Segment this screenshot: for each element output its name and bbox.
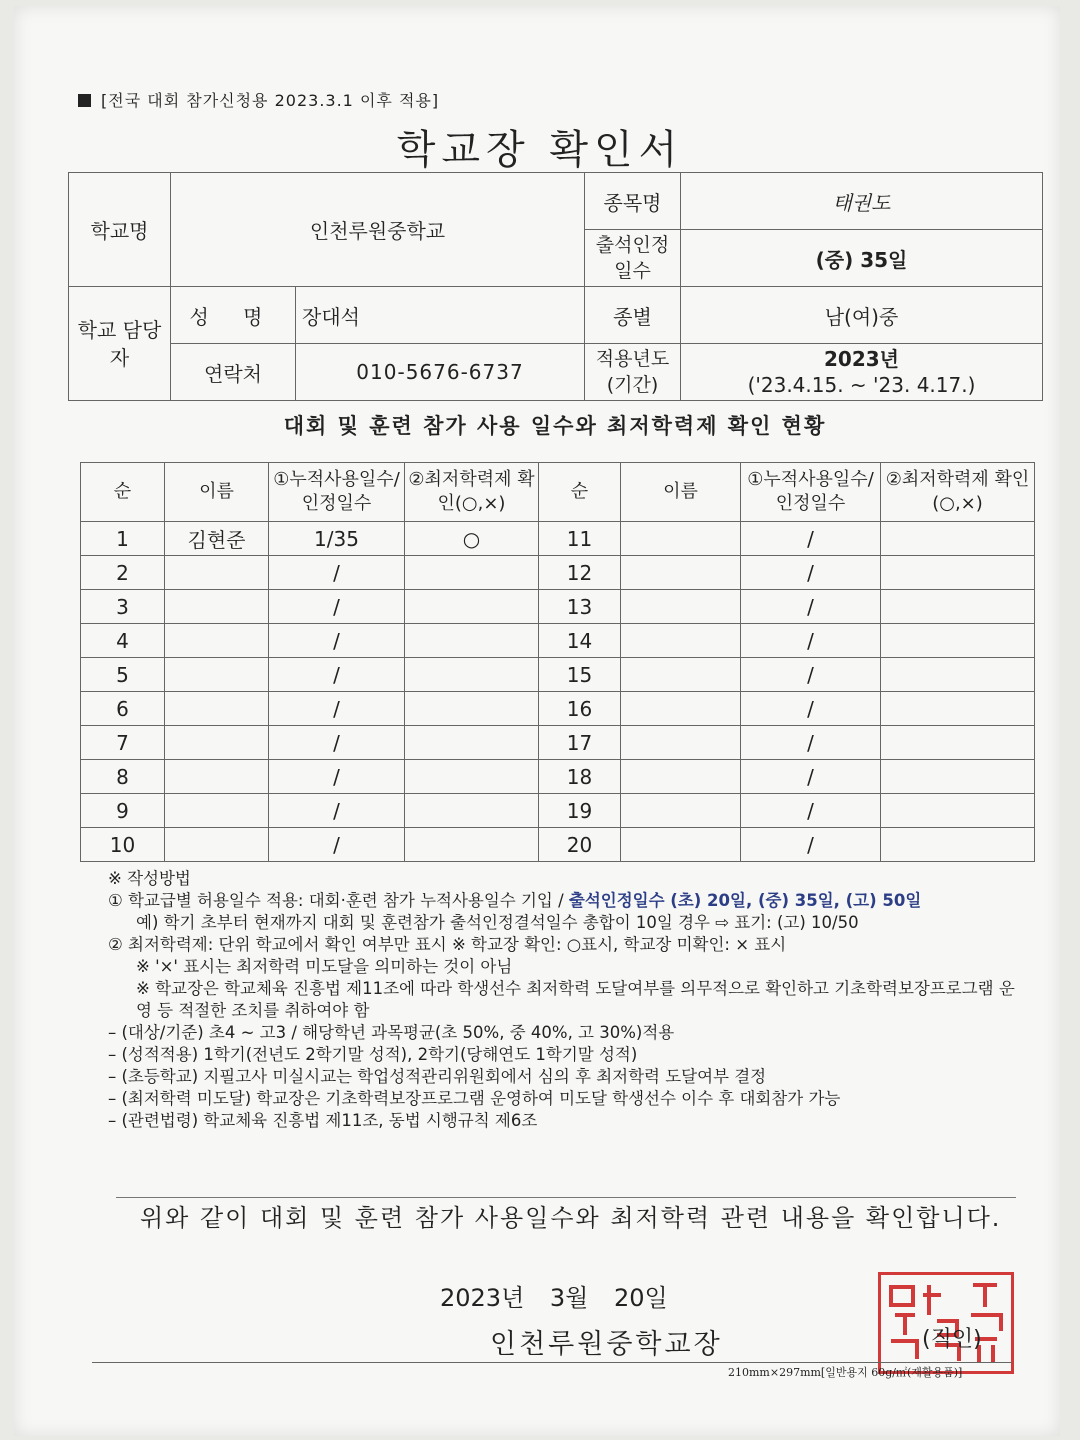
table-row [81, 726, 1035, 760]
row-confirm [405, 692, 539, 726]
year-value: 2023년 [824, 347, 899, 371]
row-name-2 [621, 726, 741, 760]
row-no: 5 [81, 658, 165, 692]
row-days: / [269, 828, 405, 862]
row-name: 김현준 [165, 522, 269, 556]
row-no: 10 [81, 828, 165, 862]
confirmation-statement: 위와 같이 대회 및 훈련 참가 사용일수와 최저학력 관련 내용을 확인합니다. [140, 1204, 1002, 1232]
name-label: 성 명 [171, 287, 296, 344]
table-row [81, 556, 1035, 590]
type-value: 남(여)중 [681, 287, 1043, 344]
attendance-value: (중) 35일 [681, 230, 1043, 287]
row-confirm-2 [881, 692, 1035, 726]
col-days: ①누적사용일수/인정일수 [269, 463, 405, 522]
row-no: 6 [81, 692, 165, 726]
row-no: 4 [81, 624, 165, 658]
row-name-2 [621, 658, 741, 692]
row-confirm-2 [881, 794, 1035, 828]
row-days-2: / [741, 760, 881, 794]
table-header-row [81, 463, 1035, 522]
row-no-2: 14 [539, 624, 621, 658]
row-confirm-2 [881, 726, 1035, 760]
row-no: 3 [81, 590, 165, 624]
row-name-2 [621, 624, 741, 658]
info-table [68, 172, 1043, 401]
col-name-2: 이름 [621, 463, 741, 522]
school-label: 학교명 [69, 173, 171, 287]
detail-3: – (초등학교) 지필고사 미실시교는 학업성적관리위원회에서 심의 후 최저학력 도달여부 결정 [108, 1067, 767, 1086]
row-days-2: / [741, 828, 881, 862]
row-name [165, 692, 269, 726]
row-no: 9 [81, 794, 165, 828]
table-row [81, 522, 1035, 556]
note-1-example: 예) 학기 초부터 현재까지 대회 및 훈련참가 출석인정결석일수 총합이 10일 경우 ⇨ 표기: (고) 10/50 [136, 913, 859, 932]
paper-spec: 210mm×297mm[일반용지 60g/㎡(재활용품)] [728, 1366, 963, 1379]
row-name-2 [621, 828, 741, 862]
row-days-2: / [741, 590, 881, 624]
row-name-2 [621, 760, 741, 794]
contact-value: 010-5676-6737 [296, 344, 585, 401]
form-note [78, 88, 439, 111]
row-name [165, 726, 269, 760]
sport-label: 종목명 [585, 173, 681, 230]
issue-date: 2023년 3월 20일 [440, 1284, 668, 1312]
row-no: 2 [81, 556, 165, 590]
note-2-x: ※ '×' 표시는 최저학력 미도달을 의미하는 것이 아님 [136, 957, 513, 976]
row-name-2 [621, 590, 741, 624]
row-name [165, 624, 269, 658]
row-days-2: / [741, 556, 881, 590]
row-name [165, 760, 269, 794]
row-confirm [405, 658, 539, 692]
row-name [165, 658, 269, 692]
row-no-2: 18 [539, 760, 621, 794]
row-days: / [269, 624, 405, 658]
row-no-2: 12 [539, 556, 621, 590]
note-1-text: ① 학교급별 허용일수 적용: 대회·훈련 참가 누적사용일수 기입 / [108, 891, 569, 910]
col-confirm: ②최저학력제 확인(○,×) [405, 463, 539, 522]
note-2: ② 최저학력제: 단위 학교에서 확인 여부만 표시 ※ 학교장 확인: ○표시, 학교장 미확인: × 표시 [108, 935, 787, 954]
row-name [165, 828, 269, 862]
form-note-text: [전국 대회 참가신청용 2023.3.1 이후 적용] [101, 91, 440, 110]
row-confirm [405, 760, 539, 794]
row-days: / [269, 692, 405, 726]
col-no-2: 순 [539, 463, 621, 522]
detail-2: – (성적적용) 1학기(전년도 2학기말 성적), 2학기(당해연도 1학기말 성적) [108, 1045, 638, 1064]
row-no-2: 15 [539, 658, 621, 692]
row-days: / [269, 794, 405, 828]
row-days: 1/35 [269, 522, 405, 556]
detail-5: – (관련법령) 학교체육 진흥법 제11조, 동법 시행규칙 제6조 [108, 1111, 538, 1130]
sport-value: 태권도 [681, 173, 1043, 230]
note-2-law: ※ 학교장은 학교체육 진흥법 제11조에 따라 학생선수 최저학력 도달여부를 의무적으로 확인하고 기초학력보장프로그램 운영 등 적절한 조치를 취하여야 함 [136, 979, 1015, 1020]
row-days-2: / [741, 658, 881, 692]
detail-1: – (대상/기준) 초4 ~ 고3 / 해당학년 과목평균(초 50%, 중 40%, 고 30%)적용 [108, 1023, 675, 1042]
row-days: / [269, 658, 405, 692]
row-no: 7 [81, 726, 165, 760]
row-name-2 [621, 556, 741, 590]
note-1-highlight: 출석인정일수 (초) 20일, (중) 35일, (고) 50일 [568, 891, 922, 910]
year-label: 적용년도 (기간) [585, 344, 681, 401]
row-no-2: 13 [539, 590, 621, 624]
principal-signature: 인천루원중학교장 [490, 1329, 723, 1360]
row-name-2 [621, 794, 741, 828]
table-row [81, 828, 1035, 862]
col-no: 순 [81, 463, 165, 522]
row-confirm [405, 828, 539, 862]
row-no: 1 [81, 522, 165, 556]
row-days-2: / [741, 624, 881, 658]
square-bullet-icon [78, 94, 91, 107]
row-confirm-2 [881, 556, 1035, 590]
school-value: 인천루원중학교 [171, 173, 585, 287]
contact-label: 연락처 [171, 344, 296, 401]
year-cell [681, 344, 1043, 401]
seal-label: (직인) [922, 1327, 982, 1352]
staff-label: 학교 담당자 [69, 287, 171, 401]
section-title: 대회 및 훈련 참가 사용 일수와 최저학력제 확인 현황 [283, 414, 827, 438]
row-confirm-2 [881, 590, 1035, 624]
row-confirm: ○ [405, 522, 539, 556]
row-days: / [269, 556, 405, 590]
row-name [165, 590, 269, 624]
row-name [165, 794, 269, 828]
row-no-2: 17 [539, 726, 621, 760]
row-days-2: / [741, 794, 881, 828]
row-name [165, 556, 269, 590]
row-confirm-2 [881, 760, 1035, 794]
col-confirm-2: ②최저학력제 확인(○,×) [881, 463, 1035, 522]
col-days-2: ①누적사용일수/인정일수 [741, 463, 881, 522]
divider [116, 1197, 1016, 1198]
row-no-2: 16 [539, 692, 621, 726]
participation-table [80, 462, 1035, 862]
page-title: 학교장 확인서 [396, 127, 684, 173]
row-days-2: / [741, 522, 881, 556]
row-days: / [269, 726, 405, 760]
row-confirm [405, 794, 539, 828]
row-no-2: 20 [539, 828, 621, 862]
attendance-label: 출석인정 일수 [585, 230, 681, 287]
row-no-2: 19 [539, 794, 621, 828]
notes-heading: ※ 작성방법 [108, 869, 191, 888]
detail-4: – (최저학력 미도달) 학교장은 기초학력보장프로그램 운영하여 미도달 학생선수 이수 후 대회참가 가능 [108, 1089, 841, 1108]
row-confirm [405, 726, 539, 760]
row-name-2 [621, 522, 741, 556]
period-value: ('23.4.15. ~ '23. 4.17.) [747, 373, 976, 397]
table-row [81, 624, 1035, 658]
instructions [108, 868, 1028, 1132]
table-row [81, 658, 1035, 692]
row-name-2 [621, 692, 741, 726]
type-label: 종별 [585, 287, 681, 344]
row-confirm-2 [881, 624, 1035, 658]
table-row [81, 590, 1035, 624]
table-row [81, 692, 1035, 726]
table-row [81, 794, 1035, 828]
row-confirm-2 [881, 658, 1035, 692]
table-row [81, 760, 1035, 794]
row-days-2: / [741, 692, 881, 726]
row-confirm-2 [881, 522, 1035, 556]
row-no-2: 11 [539, 522, 621, 556]
col-name: 이름 [165, 463, 269, 522]
row-confirm [405, 556, 539, 590]
row-confirm-2 [881, 828, 1035, 862]
row-days: / [269, 760, 405, 794]
row-no: 8 [81, 760, 165, 794]
row-days-2: / [741, 726, 881, 760]
note-1 [108, 890, 1028, 912]
footer-rule [92, 1362, 1012, 1363]
row-days: / [269, 590, 405, 624]
row-confirm [405, 624, 539, 658]
name-value: 장대석 [296, 287, 585, 344]
row-confirm [405, 590, 539, 624]
